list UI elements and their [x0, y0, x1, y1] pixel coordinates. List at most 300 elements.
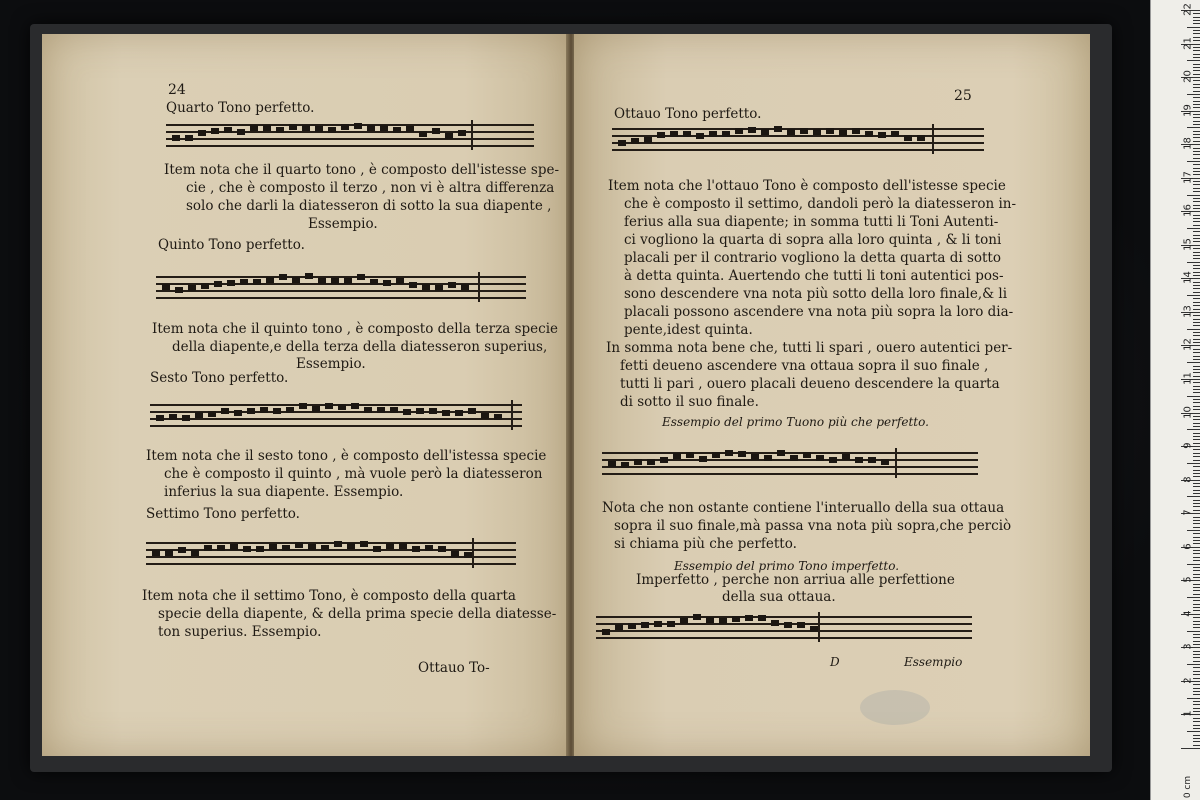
note-head — [790, 455, 798, 461]
ruler-tick — [1193, 37, 1200, 38]
note-head — [364, 407, 372, 413]
ruler-tick — [1193, 50, 1200, 51]
ruler-tick — [1193, 540, 1200, 541]
note-head — [644, 137, 652, 143]
ruler-label: 16 — [1182, 204, 1194, 218]
ruler-tick — [1193, 265, 1200, 266]
ruler-tick — [1187, 195, 1200, 196]
ruler-tick — [1193, 181, 1200, 182]
note-head — [425, 545, 433, 551]
ruler-tick — [1187, 127, 1200, 128]
note-head — [341, 124, 349, 130]
ruler-tick — [1193, 607, 1200, 608]
ruler-tick — [1193, 604, 1200, 605]
bar-line — [478, 272, 480, 302]
note-head — [360, 541, 368, 547]
staff-line — [612, 128, 984, 130]
note-head — [618, 140, 626, 146]
ruler-tick — [1193, 641, 1200, 642]
ruler-label: 7 — [1182, 509, 1194, 516]
ruler-tick — [1193, 470, 1200, 471]
note-head — [709, 131, 717, 137]
ruler-tick — [1187, 262, 1200, 263]
ruler-tick — [1193, 654, 1200, 655]
bar-line — [818, 612, 820, 642]
ruler-tick — [1187, 463, 1200, 464]
ruler-tick — [1193, 644, 1200, 645]
note-head — [670, 131, 678, 137]
ruler-tick — [1193, 184, 1200, 185]
ruler-tick — [1193, 164, 1200, 165]
note-head — [458, 130, 466, 136]
note-head — [299, 403, 307, 409]
staff-line — [612, 135, 984, 137]
text-line: cie , che è composto il terzo , non vi è altra differenza — [186, 180, 555, 196]
note-head — [295, 542, 303, 548]
ruler-tick — [1193, 674, 1200, 675]
ruler-tick — [1193, 406, 1200, 407]
note-head — [865, 131, 873, 137]
page-stain — [860, 690, 930, 725]
ruler-tick — [1193, 124, 1200, 125]
text-line: inferius la sua diapente. Essempio. — [164, 484, 404, 500]
note-head — [302, 125, 310, 131]
note-head — [240, 279, 248, 285]
ruler-tick — [1193, 30, 1200, 31]
ruler-tick — [1193, 537, 1200, 538]
ruler-label: 11 — [1182, 372, 1194, 385]
ruler-tick — [1193, 54, 1200, 55]
ruler-tick — [1193, 33, 1200, 34]
ruler-tick — [1193, 252, 1200, 253]
ruler-tick — [1193, 292, 1200, 293]
bar-line — [895, 448, 897, 478]
staff-line — [602, 452, 978, 454]
note-head — [657, 132, 665, 138]
ruler-tick — [1193, 298, 1200, 299]
ruler-tick — [1193, 248, 1200, 249]
ruler-tick — [1187, 496, 1200, 497]
note-head — [354, 123, 362, 129]
staff-line — [612, 142, 984, 144]
ruler-tick — [1193, 205, 1200, 206]
note-head — [826, 128, 834, 134]
note-head — [673, 453, 681, 459]
ruler-tick — [1193, 493, 1200, 494]
note-head — [448, 282, 456, 288]
ruler-tick — [1193, 527, 1200, 528]
ruler-tick — [1187, 664, 1200, 665]
note-head — [399, 543, 407, 549]
text-line: fetti deueno ascendere vna ottaua sopra il suo finale , — [620, 358, 989, 374]
ruler-tick — [1193, 47, 1200, 48]
ruler-tick — [1193, 376, 1200, 377]
note-head — [764, 455, 772, 461]
ruler-tick — [1193, 621, 1200, 622]
heading-quarto-tono: Quarto Tono perfetto. — [166, 100, 315, 116]
ruler-tick — [1193, 288, 1200, 289]
ruler-tick — [1181, 748, 1200, 749]
ruler-tick — [1193, 711, 1200, 712]
staff-line — [156, 283, 526, 285]
note-head — [416, 408, 424, 414]
ruler-tick — [1193, 610, 1200, 611]
note-head — [178, 547, 186, 553]
ruler-tick — [1193, 594, 1200, 595]
note-head — [289, 124, 297, 130]
ruler-tick — [1193, 218, 1200, 219]
note-head — [282, 545, 290, 551]
ruler-tick — [1193, 708, 1200, 709]
ruler-tick — [1193, 198, 1200, 199]
ruler-tick — [1193, 171, 1200, 172]
note-head — [338, 404, 346, 410]
music-staff-quarto — [166, 120, 534, 150]
note-head — [243, 546, 251, 552]
note-head — [494, 414, 502, 420]
ruler-tick — [1193, 87, 1200, 88]
note-head — [881, 459, 889, 465]
note-head — [432, 128, 440, 134]
note-head — [380, 125, 388, 131]
ruler-tick — [1187, 698, 1200, 699]
ruler-label: 14 — [1182, 271, 1194, 285]
note-head — [269, 544, 277, 550]
ruler-label: 12 — [1182, 338, 1194, 352]
ruler-tick — [1193, 97, 1200, 98]
ruler-tick — [1187, 27, 1200, 28]
note-head — [208, 411, 216, 417]
ruler-tick — [1193, 356, 1200, 357]
note-head — [660, 457, 668, 463]
text-line: Imperfetto , perche non arriua alle perfettione — [636, 572, 955, 588]
heading-settimo-tono: Settimo Tono perfetto. — [146, 506, 300, 522]
note-head — [719, 618, 727, 624]
note-head — [634, 459, 642, 465]
note-head — [803, 452, 811, 458]
note-head — [315, 126, 323, 132]
ruler-tick — [1193, 305, 1200, 306]
note-head — [403, 409, 411, 415]
ruler-tick — [1193, 624, 1200, 625]
note-head — [667, 621, 675, 627]
ruler-label: 17 — [1182, 170, 1194, 184]
ruler-tick — [1193, 64, 1200, 65]
ruler-tick — [1193, 667, 1200, 668]
music-staff-settimo — [146, 538, 516, 568]
ruler-label: 19 — [1182, 103, 1194, 117]
note-head — [331, 278, 339, 284]
note-head — [273, 408, 281, 414]
note-head — [654, 621, 662, 627]
note-head — [435, 285, 443, 291]
note-head — [351, 403, 359, 409]
note-head — [188, 285, 196, 291]
staff-line — [150, 411, 522, 413]
ruler-tick — [1193, 335, 1200, 336]
note-head — [855, 457, 863, 463]
ruler-tick — [1187, 228, 1200, 229]
staff-line — [146, 549, 516, 551]
note-head — [751, 454, 759, 460]
staff-line — [596, 616, 972, 618]
note-head — [201, 283, 209, 289]
note-head — [419, 131, 427, 137]
ruler-tick — [1193, 574, 1200, 575]
text-line: della sua ottaua. — [722, 589, 836, 605]
ruler-tick — [1193, 268, 1200, 269]
note-head — [237, 129, 245, 135]
ruler-tick — [1187, 94, 1200, 95]
text-line: Item nota che il quarto tono , è composto dell'istesse spe- — [164, 162, 560, 178]
ruler-tick — [1193, 339, 1200, 340]
ruler-label: 8 — [1182, 475, 1194, 483]
ruler-tick — [1193, 221, 1200, 222]
staff-line — [146, 563, 516, 565]
note-head — [481, 413, 489, 419]
note-head — [829, 457, 837, 463]
ruler-tick — [1193, 191, 1200, 192]
ruler-tick — [1193, 453, 1200, 454]
ruler-tick — [1193, 557, 1200, 558]
ruler-label: 4 — [1182, 610, 1194, 617]
right-page-number: 25 — [954, 88, 972, 104]
ruler-tick — [1193, 17, 1200, 18]
ruler-tick — [1193, 151, 1200, 152]
note-head — [442, 410, 450, 416]
staff-line — [166, 124, 534, 126]
note-head — [250, 125, 258, 131]
note-head — [276, 127, 284, 133]
note-head — [328, 127, 336, 133]
text-line: Item nota che il quinto tono , è composto della terza specie — [152, 321, 558, 337]
text-line: che è composto il quinto , mà vuole però la diatesseron — [164, 466, 543, 482]
ruler-tick — [1193, 349, 1200, 350]
ruler-tick — [1193, 80, 1200, 81]
text-line: si chiama più che perfetto. — [614, 536, 797, 552]
note-head — [247, 408, 255, 414]
text-line: ci vogliono la quarta di sopra alla loro quinta , & li toni — [624, 232, 1002, 248]
note-head — [175, 287, 183, 293]
ruler-tick — [1193, 728, 1200, 729]
note-head — [390, 407, 398, 413]
text-line: ferius alla sua diapente; in somma tutti li Toni Autenti- — [624, 214, 999, 230]
ruler-tick — [1187, 631, 1200, 632]
ruler-tick — [1193, 694, 1200, 695]
note-head — [461, 284, 469, 290]
staff-line — [156, 290, 526, 292]
text-line: specie della diapente, & della prima specie della diatesse- — [158, 606, 557, 622]
ruler-tick — [1193, 225, 1200, 226]
note-head — [699, 456, 707, 462]
note-head — [172, 135, 180, 141]
staff-line — [150, 418, 522, 420]
ruler-tick — [1193, 517, 1200, 518]
note-head — [383, 280, 391, 286]
ruler-tick — [1193, 476, 1200, 477]
note-head — [693, 614, 701, 620]
ruler-tick — [1187, 396, 1200, 397]
ruler-tick — [1193, 389, 1200, 390]
staff-line — [146, 556, 516, 558]
staff-line — [612, 149, 984, 151]
ruler-tick — [1193, 634, 1200, 635]
note-head — [738, 451, 746, 457]
note-head — [195, 412, 203, 418]
ruler-tick — [1193, 114, 1200, 115]
bar-line — [471, 120, 473, 150]
bar-line — [932, 124, 934, 154]
note-head — [234, 410, 242, 416]
note-head — [334, 541, 342, 547]
note-head — [325, 403, 333, 409]
ruler-tick — [1193, 577, 1200, 578]
note-head — [162, 284, 170, 290]
ruler-tick — [1193, 486, 1200, 487]
ruler-tick — [1193, 57, 1200, 58]
note-head — [256, 546, 264, 552]
ruler-tick — [1193, 718, 1200, 719]
note-head — [347, 543, 355, 549]
ruler-tick — [1193, 332, 1200, 333]
ruler-tick — [1193, 439, 1200, 440]
staff-line — [166, 145, 534, 147]
note-head — [878, 132, 886, 138]
ruler-tick — [1193, 74, 1200, 75]
note-head — [217, 545, 225, 551]
ruler-tick — [1193, 70, 1200, 71]
music-staff-quinto — [156, 272, 526, 302]
ruler-label: 3 — [1182, 643, 1194, 651]
note-head — [608, 461, 616, 467]
ruler-tick — [1193, 543, 1200, 544]
ruler-tick — [1193, 473, 1200, 474]
note-head — [891, 131, 899, 137]
note-head — [224, 127, 232, 133]
ruler-tick — [1187, 530, 1200, 531]
ruler-tick — [1193, 315, 1200, 316]
note-head — [211, 128, 219, 134]
text-line: della diapente,e della terza della diatesseron superius, — [172, 339, 548, 355]
text-line: à detta quinta. Auertendo che tutti li toni autentici pos- — [624, 268, 1004, 284]
note-head — [357, 274, 365, 280]
ruler-tick — [1193, 426, 1200, 427]
note-head — [393, 127, 401, 133]
note-head — [696, 133, 704, 139]
note-head — [377, 407, 385, 413]
ruler-tick — [1193, 309, 1200, 310]
ruler-tick — [1193, 141, 1200, 142]
note-head — [725, 450, 733, 456]
ruler-label: 9 — [1182, 442, 1194, 449]
ruler-tick — [1193, 433, 1200, 434]
ruler-tick — [1193, 137, 1200, 138]
note-head — [227, 280, 235, 286]
ruler-tick — [1187, 60, 1200, 61]
ruler-tick — [1193, 168, 1200, 169]
ruler-tick — [1193, 533, 1200, 534]
ruler-tick — [1193, 241, 1200, 242]
note-head — [761, 129, 769, 135]
note-head — [680, 618, 688, 624]
ruler-label: 21 — [1182, 36, 1194, 50]
note-head — [279, 274, 287, 280]
ruler-tick — [1193, 148, 1200, 149]
ruler-tick — [1193, 201, 1200, 202]
ruler-label: 5 — [1182, 576, 1194, 583]
note-head — [735, 128, 743, 134]
ruler-tick — [1193, 627, 1200, 628]
note-head — [868, 457, 876, 463]
text-line: Item nota che l'ottauo Tono è composto dell'istesse specie — [608, 178, 1006, 194]
ruler-tick — [1193, 678, 1200, 679]
note-head — [468, 408, 476, 414]
ruler-tick — [1193, 651, 1200, 652]
ruler-tick — [1193, 443, 1200, 444]
note-head — [686, 452, 694, 458]
ruler-tick — [1193, 456, 1200, 457]
staff-line — [156, 297, 526, 299]
ruler-tick — [1193, 369, 1200, 370]
ruler-tick — [1193, 402, 1200, 403]
staff-line — [156, 276, 526, 278]
note-head — [797, 622, 805, 628]
ruler-tick — [1193, 553, 1200, 554]
note-head — [816, 455, 824, 461]
text-line: placali possono ascendere vna nota più sopra la loro dia- — [624, 304, 1014, 320]
note-head — [412, 546, 420, 552]
note-head — [286, 407, 294, 413]
ruler-tick — [1193, 366, 1200, 367]
ruler-tick — [1193, 188, 1200, 189]
ruler-tick — [1193, 319, 1200, 320]
note-head — [165, 550, 173, 556]
text-line: pente,idest quinta. — [624, 322, 753, 338]
note-head — [318, 278, 326, 284]
staff-line — [596, 630, 972, 632]
text-line: sopra il suo finale,mà passa vna nota più sopra,che perciò — [614, 518, 1012, 534]
note-head — [455, 410, 463, 416]
ruler-tick — [1193, 275, 1200, 276]
note-head — [852, 128, 860, 134]
heading-ottauo-tono: Ottauo Tono perfetto. — [614, 106, 762, 122]
ruler-tick — [1193, 121, 1200, 122]
ruler-tick — [1193, 449, 1200, 450]
ruler-label: 18 — [1182, 137, 1194, 151]
note-head — [464, 552, 472, 558]
note-head — [292, 277, 300, 283]
text-line: solo che darli la diatesseron di sotto la sua diapente , — [186, 198, 552, 214]
ruler-tick — [1193, 688, 1200, 689]
staff-line — [602, 473, 978, 475]
note-head — [308, 544, 316, 550]
note-head — [266, 277, 274, 283]
ruler-tick — [1193, 235, 1200, 236]
ruler-label: 22 — [1182, 3, 1194, 16]
text-line: placali per il contrario vogliono la detta quarta di sotto — [624, 250, 1001, 266]
ruler-label: 2 — [1182, 677, 1194, 684]
ruler-tick — [1193, 419, 1200, 420]
text-line: In somma nota bene che, tutti li spari , ouero autentici per- — [606, 340, 1013, 356]
ruler-tick — [1193, 372, 1200, 373]
note-head — [305, 273, 313, 279]
staff-line — [596, 637, 972, 639]
ruler-tick — [1193, 40, 1200, 41]
note-head — [732, 616, 740, 622]
note-head — [758, 615, 766, 621]
text-line: tutti li pari , ouero placali deueno descendere la quarta — [620, 376, 1000, 392]
ruler-tick — [1193, 684, 1200, 685]
